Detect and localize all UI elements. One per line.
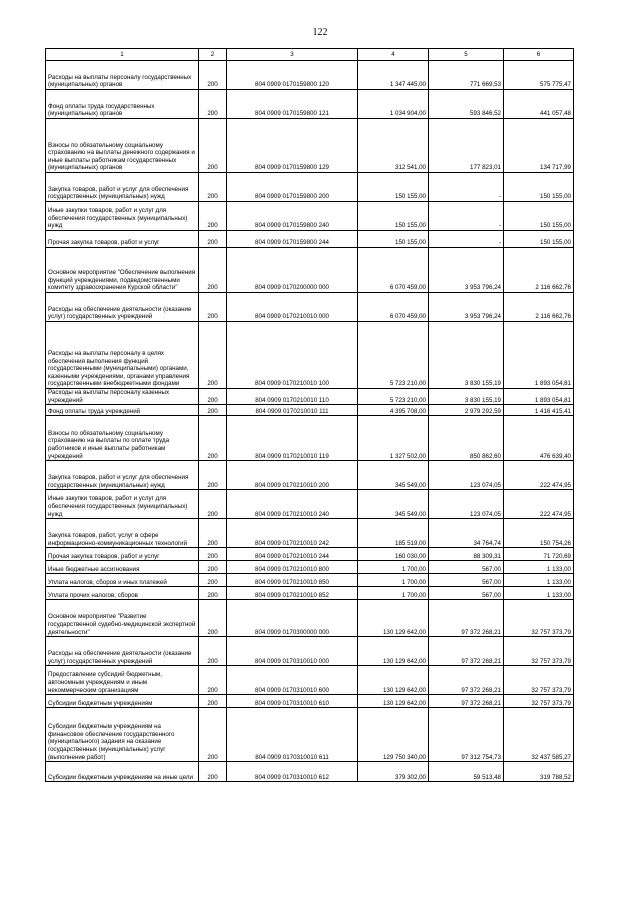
column-header: 6	[504, 49, 574, 61]
row-budget-code-cell: 804 0909 0170310010 610	[227, 695, 358, 708]
table-row	[46, 490, 574, 519]
row-executed-cell: 97 312 754,73	[429, 708, 504, 762]
row-budget-code-cell: 804 0909 0170210010 110	[227, 389, 358, 405]
row-approved-cell: 312 541,00	[358, 119, 429, 173]
row-unexecuted-cell: 134 717,99	[504, 119, 574, 173]
row-line-code-cell: 200	[199, 202, 227, 231]
row-name-cell: Иные закупки товаров, работ и услуг для обеспечения государственных (муниципальных) нужд	[46, 490, 199, 519]
row-budget-code-cell: 804 0909 0170159800 129	[227, 119, 358, 173]
row-unexecuted-cell: 319 788,52	[504, 762, 574, 782]
row-name-cell: Фонд оплаты труда государственных (муниципальных) органов	[46, 90, 199, 119]
row-approved-cell: 1 347 445,00	[358, 61, 429, 90]
row-approved-cell: 130 129 642,00	[358, 637, 429, 666]
row-name-cell: Расходы на выплаты персоналу государственных (муниципальных) органов	[46, 61, 199, 90]
row-line-code-cell: 200	[199, 119, 227, 173]
row-name-cell: Субсидии бюджетным учреждениям	[46, 695, 199, 708]
row-unexecuted-cell: 441 057,48	[504, 90, 574, 119]
row-line-code-cell: 200	[199, 519, 227, 548]
row-budget-code-cell: 804 0909 0170210010 242	[227, 519, 358, 548]
row-executed-cell: 567,00	[429, 587, 504, 600]
row-approved-cell: 345 549,00	[358, 490, 429, 519]
row-unexecuted-cell: 2 116 662,76	[504, 248, 574, 293]
table-row	[46, 173, 574, 202]
row-line-code-cell: 200	[199, 666, 227, 695]
table-row	[46, 461, 574, 490]
row-budget-code-cell: 804 0909 0170200000 000	[227, 248, 358, 293]
row-unexecuted-cell: 1 893 054,81	[504, 389, 574, 405]
row-unexecuted-cell: 2 116 662,76	[504, 293, 574, 322]
row-unexecuted-cell: 1 133,00	[504, 574, 574, 587]
row-unexecuted-cell: 32 437 585,27	[504, 708, 574, 762]
row-line-code-cell: 200	[199, 322, 227, 389]
column-header: 4	[358, 49, 429, 61]
row-name-cell: Основное мероприятие "Обеспечение выполнения функций учреждениями, подведомственными комитету здравоохранения Курской области"	[46, 248, 199, 293]
row-approved-cell: 185 519,00	[358, 519, 429, 548]
row-name-cell: Взносы по обязательному социальному страхованию на выплаты по оплате труда работников и иные выплаты работникам учреждений	[46, 416, 199, 461]
row-name-cell: Расходы на обеспечение деятельности (оказание услуг) государственных учреждений	[46, 293, 199, 322]
row-line-code-cell: 200	[199, 637, 227, 666]
table-row	[46, 90, 574, 119]
column-header: 1	[46, 49, 199, 61]
row-executed-cell: -	[429, 173, 504, 202]
row-line-code-cell: 200	[199, 293, 227, 322]
table-row	[46, 202, 574, 231]
table-row	[46, 119, 574, 173]
row-executed-cell: 567,00	[429, 561, 504, 574]
row-line-code-cell: 200	[199, 248, 227, 293]
row-approved-cell: 130 129 642,00	[358, 695, 429, 708]
row-approved-cell: 5 723 210,00	[358, 389, 429, 405]
budget-table	[45, 48, 574, 782]
table-row	[46, 600, 574, 637]
row-unexecuted-cell: 150 155,00	[504, 202, 574, 231]
row-budget-code-cell: 804 0909 0170310010 611	[227, 708, 358, 762]
row-budget-code-cell: 804 0909 0170210010 852	[227, 587, 358, 600]
table-row	[46, 61, 574, 90]
row-unexecuted-cell: 222 474,95	[504, 490, 574, 519]
row-executed-cell: 177 823,01	[429, 119, 504, 173]
column-header: 3	[227, 49, 358, 61]
row-unexecuted-cell: 1 133,00	[504, 587, 574, 600]
row-budget-code-cell: 804 0909 0170159800 244	[227, 231, 358, 248]
row-budget-code-cell: 804 0909 0170210010 119	[227, 416, 358, 461]
row-executed-cell: -	[429, 231, 504, 248]
table-row	[46, 322, 574, 389]
row-unexecuted-cell: 150 155,00	[504, 231, 574, 248]
row-line-code-cell: 200	[199, 416, 227, 461]
row-name-cell: Расходы на обеспечение деятельности (оказание услуг) государственных учреждений	[46, 637, 199, 666]
row-budget-code-cell: 804 0909 0170210010 200	[227, 461, 358, 490]
row-name-cell: Уплата прочих налогов, сборов	[46, 587, 199, 600]
table-row	[46, 561, 574, 574]
row-executed-cell: 88 309,31	[429, 548, 504, 561]
row-line-code-cell: 200	[199, 600, 227, 637]
row-line-code-cell: 200	[199, 490, 227, 519]
row-unexecuted-cell: 150 155,00	[504, 173, 574, 202]
row-approved-cell: 130 129 642,00	[358, 666, 429, 695]
row-budget-code-cell: 804 0909 0170300000 000	[227, 600, 358, 637]
row-budget-code-cell: 804 0909 0170210010 111	[227, 405, 358, 416]
page-number: 122	[312, 27, 328, 38]
row-unexecuted-cell: 71 720,69	[504, 548, 574, 561]
table-row	[46, 248, 574, 293]
row-name-cell: Прочая закупка товаров, работ и услуг	[46, 231, 199, 248]
row-budget-code-cell: 804 0909 0170310010 600	[227, 666, 358, 695]
row-line-code-cell: 200	[199, 587, 227, 600]
table-row	[46, 762, 574, 782]
table-row	[46, 695, 574, 708]
row-name-cell: Субсидии бюджетным учреждениям на иные цели	[46, 762, 199, 782]
row-executed-cell: 3 830 155,19	[429, 322, 504, 389]
row-unexecuted-cell: 575 775,47	[504, 61, 574, 90]
row-line-code-cell: 200	[199, 762, 227, 782]
row-approved-cell: 4 395 708,00	[358, 405, 429, 416]
row-executed-cell: 567,00	[429, 574, 504, 587]
row-approved-cell: 1 327 502,00	[358, 416, 429, 461]
row-budget-code-cell: 804 0909 0170159800 121	[227, 90, 358, 119]
row-executed-cell: 97 372 268,21	[429, 666, 504, 695]
row-name-cell: Расходы на выплаты персоналу казенных учреждений	[46, 389, 199, 405]
row-unexecuted-cell: 32 757 373,79	[504, 637, 574, 666]
row-line-code-cell: 200	[199, 695, 227, 708]
table-row	[46, 666, 574, 695]
row-approved-cell: 160 030,00	[358, 548, 429, 561]
row-approved-cell: 150 155,00	[358, 231, 429, 248]
row-unexecuted-cell: 476 639,40	[504, 416, 574, 461]
row-executed-cell: 3 953 796,24	[429, 293, 504, 322]
row-unexecuted-cell: 150 754,26	[504, 519, 574, 548]
row-approved-cell: 379 302,00	[358, 762, 429, 782]
row-budget-code-cell: 804 0909 0170210010 100	[227, 322, 358, 389]
row-line-code-cell: 200	[199, 708, 227, 762]
row-budget-code-cell: 804 0909 0170159800 240	[227, 202, 358, 231]
table-row	[46, 637, 574, 666]
row-executed-cell: 34 764,74	[429, 519, 504, 548]
row-line-code-cell: 200	[199, 90, 227, 119]
table-row	[46, 519, 574, 548]
table-row	[46, 231, 574, 248]
row-executed-cell: 850 862,60	[429, 416, 504, 461]
row-executed-cell: 59 513,48	[429, 762, 504, 782]
row-unexecuted-cell: 32 757 373,79	[504, 695, 574, 708]
row-unexecuted-cell: 1 133,00	[504, 561, 574, 574]
row-unexecuted-cell: 1 416 415,41	[504, 405, 574, 416]
table-row	[46, 587, 574, 600]
row-name-cell: Субсидии бюджетным учреждениям на финансовое обеспечение государственного (муниципального) задания на оказание государственных (муниципальных) услуг (выполнение работ)	[46, 708, 199, 762]
row-name-cell: Иные закупки товаров, работ и услуг для обеспечения государственных (муниципальных) нужд	[46, 202, 199, 231]
table-row	[46, 574, 574, 587]
table-row	[46, 389, 574, 405]
row-line-code-cell: 200	[199, 405, 227, 416]
row-approved-cell: 1 700,00	[358, 574, 429, 587]
row-budget-code-cell: 804 0909 0170210010 800	[227, 561, 358, 574]
row-unexecuted-cell: 32 757 373,79	[504, 600, 574, 637]
row-approved-cell: 150 155,00	[358, 173, 429, 202]
row-line-code-cell: 200	[199, 548, 227, 561]
row-executed-cell: 97 372 268,21	[429, 695, 504, 708]
row-budget-code-cell: 804 0909 0170310010 612	[227, 762, 358, 782]
row-approved-cell: 1 700,00	[358, 561, 429, 574]
row-approved-cell: 6 070 459,00	[358, 248, 429, 293]
row-unexecuted-cell: 32 757 373,79	[504, 666, 574, 695]
table-row	[46, 293, 574, 322]
row-line-code-cell: 200	[199, 461, 227, 490]
row-executed-cell: 593 846,52	[429, 90, 504, 119]
row-executed-cell: 97 372 268,21	[429, 637, 504, 666]
column-header: 2	[199, 49, 227, 61]
row-budget-code-cell: 804 0909 0170159800 200	[227, 173, 358, 202]
row-executed-cell: 3 953 796,24	[429, 248, 504, 293]
row-budget-code-cell: 804 0909 0170310010 000	[227, 637, 358, 666]
row-executed-cell: 2 979 292,59	[429, 405, 504, 416]
row-name-cell: Уплата налогов, сборов и иных платежей	[46, 574, 199, 587]
row-unexecuted-cell: 222 474,95	[504, 461, 574, 490]
row-name-cell: Закупка товаров, работ и услуг для обеспечения государственных (муниципальных) нужд	[46, 173, 199, 202]
table-row	[46, 708, 574, 762]
row-name-cell: Основное мероприятие "Развитие государственной судебно-медицинской экспертной деятельности"	[46, 600, 199, 637]
row-approved-cell: 1 700,00	[358, 587, 429, 600]
row-name-cell: Расходы на выплаты персоналу в целях обеспечения выполнения функций государственными (муниципальными) органами, казенными учреждениями, органами управления государственными внебюджетными фондами	[46, 322, 199, 389]
row-approved-cell: 6 070 459,00	[358, 293, 429, 322]
row-approved-cell: 1 034 904,00	[358, 90, 429, 119]
row-budget-code-cell: 804 0909 0170210010 244	[227, 548, 358, 561]
row-name-cell: Прочая закупка товаров, работ и услуг	[46, 548, 199, 561]
row-executed-cell: 97 372 268,21	[429, 600, 504, 637]
row-executed-cell: 123 074,05	[429, 461, 504, 490]
row-executed-cell: 3 830 155,19	[429, 389, 504, 405]
row-name-cell: Закупка товаров, работ, услуг в сфере информационно-коммуникационных технологий	[46, 519, 199, 548]
table-row	[46, 405, 574, 416]
row-executed-cell: 123 074,05	[429, 490, 504, 519]
row-budget-code-cell: 804 0909 0170210010 850	[227, 574, 358, 587]
row-executed-cell: -	[429, 202, 504, 231]
row-executed-cell: 771 669,53	[429, 61, 504, 90]
row-line-code-cell: 200	[199, 173, 227, 202]
row-name-cell: Взносы по обязательному социальному страхованию на выплаты денежного содержания и иные выплаты работникам государственных (муниципальных) органов	[46, 119, 199, 173]
row-budget-code-cell: 804 0909 0170159800 120	[227, 61, 358, 90]
row-unexecuted-cell: 1 893 054,81	[504, 322, 574, 389]
row-budget-code-cell: 804 0909 0170210010 240	[227, 490, 358, 519]
row-name-cell: Фонд оплаты труда учреждений	[46, 405, 199, 416]
row-approved-cell: 129 750 340,00	[358, 708, 429, 762]
row-approved-cell: 150 155,00	[358, 202, 429, 231]
row-line-code-cell: 200	[199, 231, 227, 248]
row-line-code-cell: 200	[199, 561, 227, 574]
row-line-code-cell: 200	[199, 574, 227, 587]
row-name-cell: Закупка товаров, работ и услуг для обеспечения государственных (муниципальных) нужд	[46, 461, 199, 490]
row-line-code-cell: 200	[199, 61, 227, 90]
row-budget-code-cell: 804 0909 0170210010 000	[227, 293, 358, 322]
table-header-row	[46, 49, 574, 61]
row-name-cell: Предоставление субсидий бюджетным, автономным учреждениям и иным некоммерческим организациям	[46, 666, 199, 695]
row-line-code-cell: 200	[199, 389, 227, 405]
table-row	[46, 548, 574, 561]
table-row	[46, 416, 574, 461]
row-approved-cell: 345 549,00	[358, 461, 429, 490]
row-name-cell: Иные бюджетные ассигнования	[46, 561, 199, 574]
row-approved-cell: 130 129 642,00	[358, 600, 429, 637]
column-header: 5	[429, 49, 504, 61]
row-approved-cell: 5 723 210,00	[358, 322, 429, 389]
